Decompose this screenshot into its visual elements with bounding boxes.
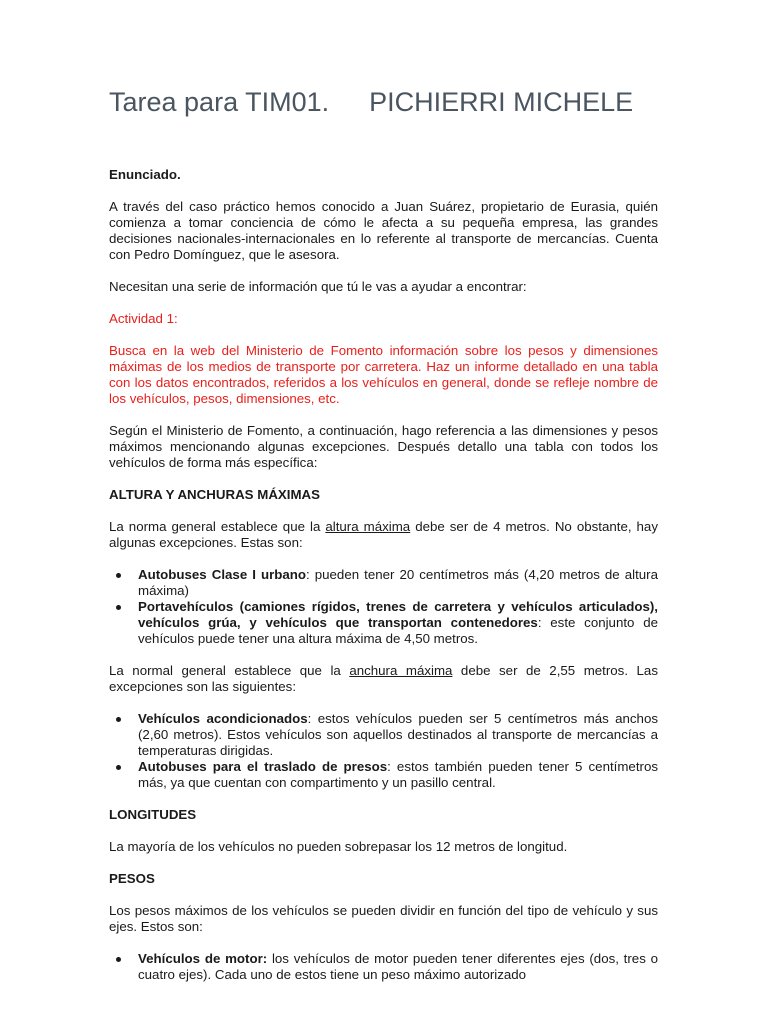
need-paragraph: Necesitan una serie de información que tú le vas a ayudar a encontrar: [109,279,527,294]
width-rule [109,663,658,695]
activity-label: Actividad 1: [109,311,178,326]
list-item-text: : este conjunto de vehículos puede tener una altura máxima de 4,50 metros. [138,615,658,646]
width-rule-post: debe ser de 2,55 metros. Las excepciones son las siguientes: [109,663,658,694]
list-item [109,951,658,983]
weights-heading: PESOS [109,871,155,886]
enunciado-heading: Enunciado. [109,167,181,182]
list-item-bold: Autobuses Clase I urbano [138,567,307,582]
lengths-text: La mayoría de los vehículos no pueden sobrepasar los 12 metros de longitud. [109,839,568,854]
list-item [109,711,658,759]
list-item-text: : estos vehículos pueden ser 5 centímetros más anchos (2,60 metros). Estos vehículos son aquellos destinados al transporte de mercancías a temperaturas dirigidas. [138,711,658,758]
document-body [109,167,658,999]
list-item-bold: Vehículos acondicionados [138,711,308,726]
weights-list [109,951,658,983]
list-item-text: : estos también pueden tener 5 centímetros más, ya que cuentan con compartimento y un pasillo central. [138,759,658,790]
list-item-text: : pueden tener 20 centímetros más (4,20 metros de altura máxima) [138,567,658,598]
intro-paragraph: A través del caso práctico hemos conocido a Juan Suárez, propietario de Eurasia, quién comienza a tomar conciencia de cómo le afecta a su pequeña empresa, las grandes decisiones nacionales-internacionales en lo referente al transporte de mercancías. Cuenta con Pedro Domínguez, que le asesora. [109,199,658,262]
list-item [109,599,658,647]
lengths-heading: LONGITUDES [109,807,197,822]
height-rule [109,519,658,551]
height-rule-post: debe ser de 4 metros. No obstante, hay algunas excepciones. Estas son: [109,519,658,550]
list-item [109,567,658,599]
author-name: PICHIERRI MICHELE [369,87,634,117]
width-exceptions-list [109,711,658,791]
page-title [109,84,669,120]
height-term: altura máxima [325,519,411,534]
answer-intro: Según el Ministerio de Fomento, a continuación, hago referencia a las dimensiones y pesos máximos mencionando algunas excepciones. Después detallo una tabla con todos los vehículos de forma más específica: [109,423,658,470]
task-title: Tarea para TIM01. [109,87,330,117]
height-exceptions-list [109,567,658,647]
list-item-bold: Portavehículos (camiones rígidos, trenes de carretera y vehículos articulados), vehículos grúa, y vehículos que transportan contenedores [138,599,658,630]
list-item-bold: Autobuses para el traslado de presos [138,759,388,774]
weights-text: Los pesos máximos de los vehículos se pueden dividir en función del tipo de vehículo y sus ejes. Estos son: [109,903,658,934]
list-item-text: los vehículos de motor pueden tener diferentes ejes (dos, tres o cuatro ejes). Cada uno de estos tiene un peso máximo autorizado [138,951,658,982]
list-item [109,759,658,791]
width-rule-pre: La normal general establece que la [109,663,350,678]
width-term: anchura máxima [349,663,453,678]
list-item-bold: Vehículos de motor: [138,951,268,966]
activity-text: Busca en la web del Ministerio de Fomento información sobre los pesos y dimensiones máximas de los medios de transporte por carretera. Haz un informe detallado en una tabla con los datos encontrados, referidos a los vehículos en general, donde se refleje nombre de los vehículos, pesos, dimensiones, etc. [109,343,658,406]
height-rule-pre: La norma general establece que la [109,519,326,534]
heights-heading: ALTURA Y ANCHURAS MÁXIMAS [109,487,321,502]
